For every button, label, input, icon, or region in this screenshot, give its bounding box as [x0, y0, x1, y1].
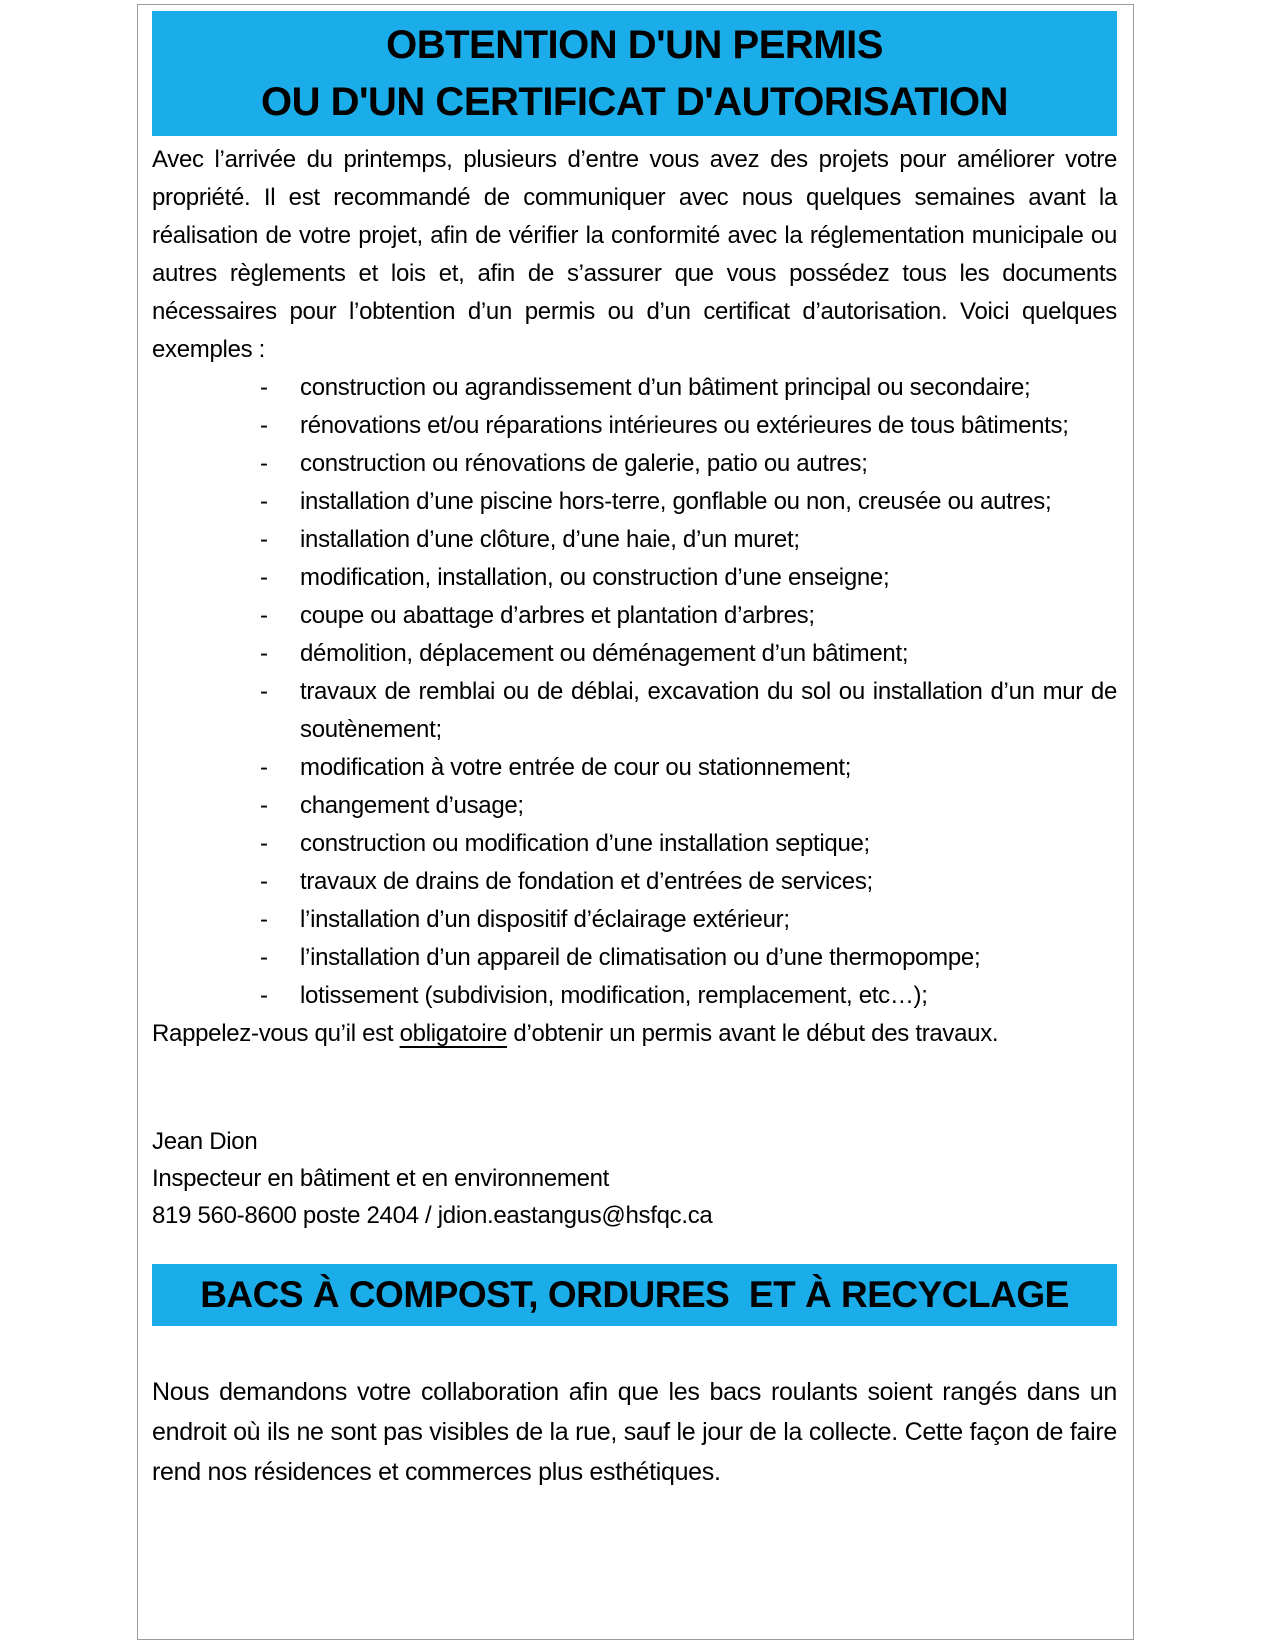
- reminder-text: [152, 1015, 1117, 1053]
- list-item: - installation d’une clôture, d’une haie, d’un muret;: [152, 521, 1117, 559]
- section-title-line1: OBTENTION D'UN PERMIS: [386, 22, 883, 67]
- list-item: - installation d’une piscine hors-terre, gonflable ou non, creusée ou autres;: [152, 483, 1117, 521]
- examples-list: [152, 369, 1117, 1015]
- contact-phone-email: 819 560-8600 poste 2404 / jdion.eastangus@hsfqc.ca: [152, 1202, 713, 1229]
- reminder-obligatoire-underlined: obligatoire: [399, 1020, 508, 1047]
- list-item: - coupe ou abattage d’arbres et plantation d’arbres;: [152, 597, 1117, 635]
- section-header-bacs: [152, 1264, 1117, 1326]
- intro-paragraph: Avec l’arrivée du printemps, plusieurs d’entre vous avez des projets pour améliorer votre propriété. Il est recommandé de communiquer avec nous quelques semaines avant la réalisation de votre projet, afin de vérifier la conformité avec la réglementation municipale ou autres règlements et lois et, afin de s’assurer que vous possédez tous les documents nécessaires pour l’obtention d’un permis ou d’un certificat d’autorisation. Voici quelques exemples :: [152, 146, 1117, 363]
- list-item: - construction ou rénovations de galerie, patio ou autres;: [152, 445, 1117, 483]
- list-item: - lotissement (subdivision, modification, remplacement, etc…);: [152, 977, 1117, 1015]
- contact-job-title: Inspecteur en bâtiment et en environnement: [152, 1165, 610, 1192]
- list-item: - modification à votre entrée de cour ou stationnement;: [152, 749, 1117, 787]
- list-item: - l’installation d’un appareil de climatisation ou d’une thermopompe;: [152, 939, 1117, 977]
- list-item: - rénovations et/ou réparations intérieures ou extérieures de tous bâtiments;: [152, 407, 1117, 445]
- reminder-prefix: Rappelez-vous qu’il est: [152, 1020, 400, 1047]
- bins-paragraph: Nous demandons votre collaboration afin que les bacs roulants soient rangés dans un endroit où ils ne sont pas visibles de la rue, sauf le jour de la collecte. Cette façon de faire rend nos résidences et commerces plus esthétiques.: [152, 1378, 1117, 1486]
- section-header-permis: [152, 11, 1117, 136]
- list-item: - travaux de remblai ou de déblai, excavation du sol ou installation d’un mur de soutènement;: [152, 673, 1117, 749]
- list-item: - démolition, déplacement ou déménagement d’un bâtiment;: [152, 635, 1117, 673]
- list-item: - modification, installation, ou construction d’une enseigne;: [152, 559, 1117, 597]
- list-item: - l’installation d’un dispositif d’éclairage extérieur;: [152, 901, 1117, 939]
- contact-block: [152, 1123, 1117, 1234]
- document-page: [137, 4, 1134, 1640]
- list-item: - travaux de drains de fondation et d’entrées de services;: [152, 863, 1117, 901]
- reminder-suffix: d’obtenir un permis avant le début des travaux.: [507, 1020, 999, 1047]
- section2-title: BACS À COMPOST, ORDURES ET À RECYCLAGE: [200, 1274, 1069, 1315]
- section-title-line2: OU D'UN CERTIFICAT D'AUTORISATION: [261, 79, 1008, 124]
- contact-name: Jean Dion: [152, 1128, 258, 1155]
- list-item: - changement d’usage;: [152, 787, 1117, 825]
- list-item: - construction ou agrandissement d’un bâtiment principal ou secondaire;: [152, 369, 1117, 407]
- list-item: - construction ou modification d’une installation septique;: [152, 825, 1117, 863]
